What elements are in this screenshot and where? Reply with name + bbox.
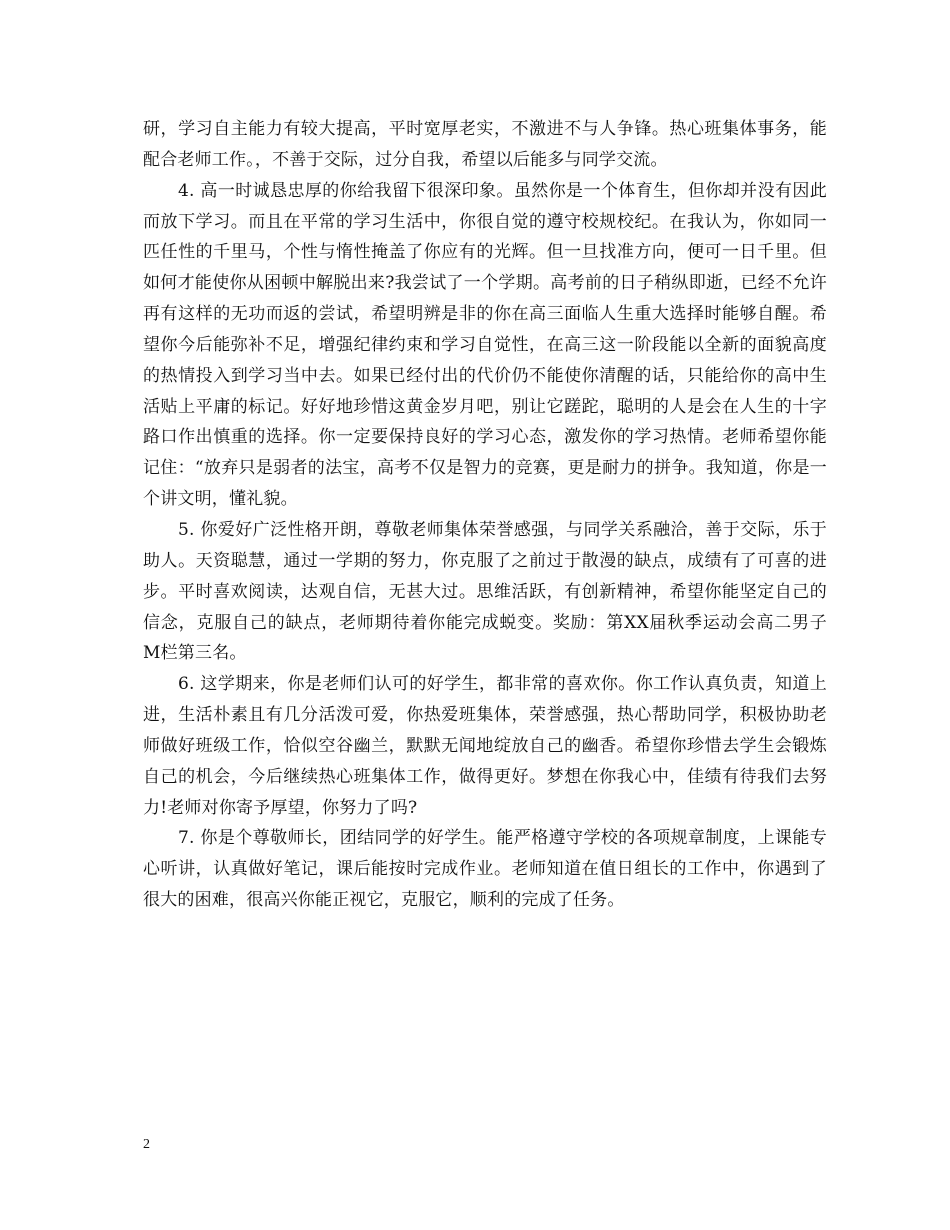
paragraph-comment-4: 4. 高一时诚恳忠厚的你给我留下很深印象。虽然你是一个体育生，但你却并没有因此而放下学习。而且在平常的学习生活中，你很自觉的遵守校规校纪。在我认为，你如同一匹任性的千里马，个性与惰性掩盖了你应有的光辉。但一旦找准方向，便可一日千里。但如何才能使你从困顿中解脱出来?我尝试了一个学期。高考前的日子稍纵即逝，已经不允许再有这样的无功而返的尝试，希望明辨是非的你在高三面临人生重大选择时能够自醒。希望你今后能弥补不足，增强纪律约束和学习自觉性，在高三这一阶段能以全新的面貌高度的热情投入到学习当中去。如果已经付出的代价仍不能使你清醒的话，只能给你的高中生活贴上平庸的标记。好好地珍惜这黄金岁月吧，别让它蹉跎，聪明的人是会在人生的十字路口作出慎重的选择。你一定要保持良好的学习心态，激发你的学习热情。老师希望你能记住：“放弃只是弱者的法宝，高考不仅是智力的竞赛，更是耐力的拼争。我知道，你是一个讲文明，懂礼貌。 [143, 180, 827, 510]
paragraph-continuation: 研，学习自主能力有较大提高，平时宽厚老实，不激进不与人争锋。热心班集体事务，能配合老师工作。，不善于交际，过分自我，希望以后能多与同学交流。 [143, 119, 827, 170]
page-number: 2 [143, 1137, 150, 1152]
document-body [143, 114, 827, 916]
paragraph-comment-6: 6. 这学期来，你是老师们认可的好学生，都非常的喜欢你。你工作认真负责，知道上进，生活朴素且有几分活泼可爱，你热爱班集体，荣誉感强，热心帮助同学，积极协助老师做好班级工作，恰似空谷幽兰，默默无闻地绽放自己的幽香。希望你珍惜去学生会锻炼自己的机会，今后继续热心班集体工作，做得更好。梦想在你我心中，佳绩有待我们去努力!老师对你寄予厚望，你努力了吗? [143, 674, 827, 818]
paragraph-comment-5: 5. 你爱好广泛性格开朗，尊敬老师集体荣誉感强，与同学关系融洽，善于交际，乐于助人。天资聪慧，通过一学期的努力，你克服了之前过于散漫的缺点，成绩有了可喜的进步。平时喜欢阅读，达观自信，无甚大过。思维活跃，有创新精神，希望你能坚定自己的信念，克服自己的缺点，老师期待着你能完成蜕变。奖励：第XX届秋季运动会高二男子 M栏第三名。 [143, 519, 827, 664]
paragraph-comment-7: 7. 你是个尊敬师长，团结同学的好学生。能严格遵守学校的各项规章制度，上课能专心听讲，认真做好笔记，课后能按时完成作业。老师知道在值日组长的工作中，你遇到了很大的困难，很高兴你能正视它，克服它，顺利的完成了任务。 [143, 828, 827, 911]
